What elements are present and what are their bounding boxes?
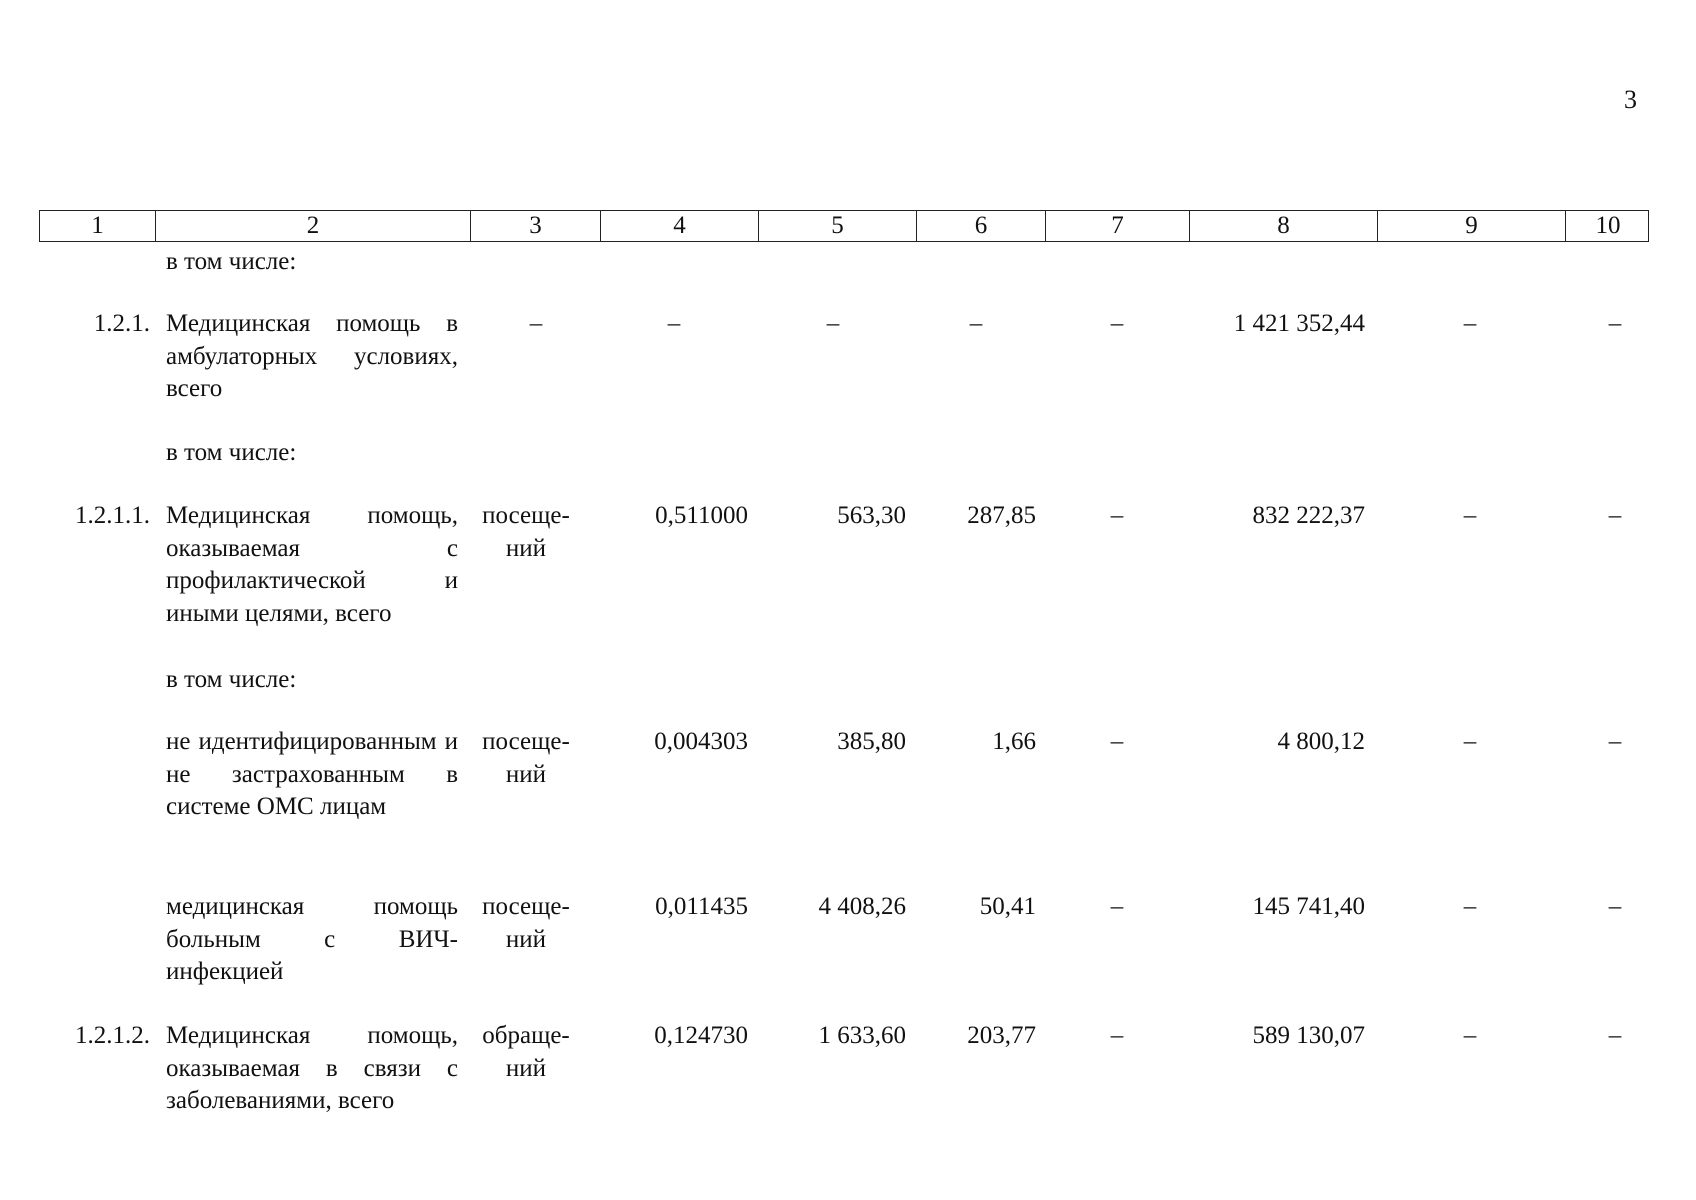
row-unit: –	[529, 310, 543, 337]
row-col-5: –	[826, 310, 840, 337]
row-col-8: 145 741,40	[1252, 893, 1365, 920]
row-col-7: –	[1110, 310, 1124, 337]
row-col-6: 287,85	[967, 502, 1036, 529]
row-unit: обраще- ний	[482, 1022, 570, 1082]
row-col-6: –	[969, 310, 983, 337]
row-col-10: –	[1608, 1022, 1622, 1049]
row-col-4: 0,011435	[655, 893, 748, 920]
row-name: Медицинская помощь, оказываемая с профилактической и иными целями, всего	[166, 502, 458, 627]
row-col-6: 203,77	[967, 1022, 1036, 1049]
row-unit: посеще- ний	[482, 728, 570, 788]
row-col-6: 1,66	[992, 728, 1036, 755]
row-name: в том числе:	[166, 439, 297, 466]
row-col-7: –	[1110, 728, 1124, 755]
header-col-3: 3	[471, 211, 601, 241]
row-col-5: 1 633,60	[818, 1022, 906, 1049]
row-name: медицинская помощь больным с ВИЧ-инфекцией	[166, 893, 458, 985]
row-col-9: –	[1463, 728, 1477, 755]
row-col-8: 589 130,07	[1252, 1022, 1365, 1049]
row-col-9: –	[1463, 893, 1477, 920]
header-col-4: 4	[601, 211, 759, 241]
row-col-10: –	[1608, 310, 1622, 337]
row-col-9: –	[1463, 1022, 1477, 1049]
row-number: 1.2.1.2.	[75, 1022, 150, 1049]
row-col-8: 4 800,12	[1277, 728, 1365, 755]
row-name: в том числе:	[166, 248, 297, 275]
row-col-7: –	[1110, 893, 1124, 920]
header-col-8: 8	[1190, 211, 1378, 241]
row-col-10: –	[1608, 728, 1622, 755]
row-col-5: 4 408,26	[818, 893, 906, 920]
table-header-row	[39, 210, 1649, 242]
header-col-5: 5	[759, 211, 917, 241]
header-col-6: 6	[917, 211, 1046, 241]
row-unit: посеще- ний	[482, 893, 570, 953]
row-col-5: 385,80	[837, 728, 906, 755]
row-col-5: 563,30	[837, 502, 906, 529]
header-col-7: 7	[1046, 211, 1190, 241]
row-col-4: 0,124730	[654, 1022, 748, 1049]
row-number: 1.2.1.1.	[75, 502, 150, 529]
row-name: Медицинская помощь, оказываемая в связи с заболеваниями, всего	[166, 1022, 458, 1114]
row-col-4: 0,511000	[655, 502, 748, 529]
row-col-4: –	[667, 310, 681, 337]
row-col-8: 1 421 352,44	[1233, 310, 1365, 337]
row-col-7: –	[1110, 502, 1124, 529]
row-col-8: 832 222,37	[1252, 502, 1365, 529]
row-col-4: 0,004303	[654, 728, 748, 755]
row-col-6: 50,41	[979, 893, 1036, 920]
row-col-9: –	[1463, 310, 1477, 337]
row-name: не идентифицированным и не застрахованным в системе ОМС лицам	[166, 728, 458, 820]
header-col-1: 1	[40, 211, 156, 241]
page-number: 3	[1624, 85, 1637, 114]
header-col-9: 9	[1378, 211, 1566, 241]
header-col-10: 10	[1595, 212, 1621, 239]
row-col-10: –	[1608, 893, 1622, 920]
header-col-2: 2	[156, 211, 471, 241]
row-col-7: –	[1110, 1022, 1124, 1049]
row-number: 1.2.1.	[93, 310, 150, 337]
row-name: в том числе:	[166, 666, 297, 693]
row-col-10: –	[1608, 502, 1622, 529]
row-name: Медицинская помощь в амбулаторных условиях, всего	[166, 310, 458, 402]
row-unit: посеще- ний	[482, 502, 570, 562]
row-col-9: –	[1463, 502, 1477, 529]
